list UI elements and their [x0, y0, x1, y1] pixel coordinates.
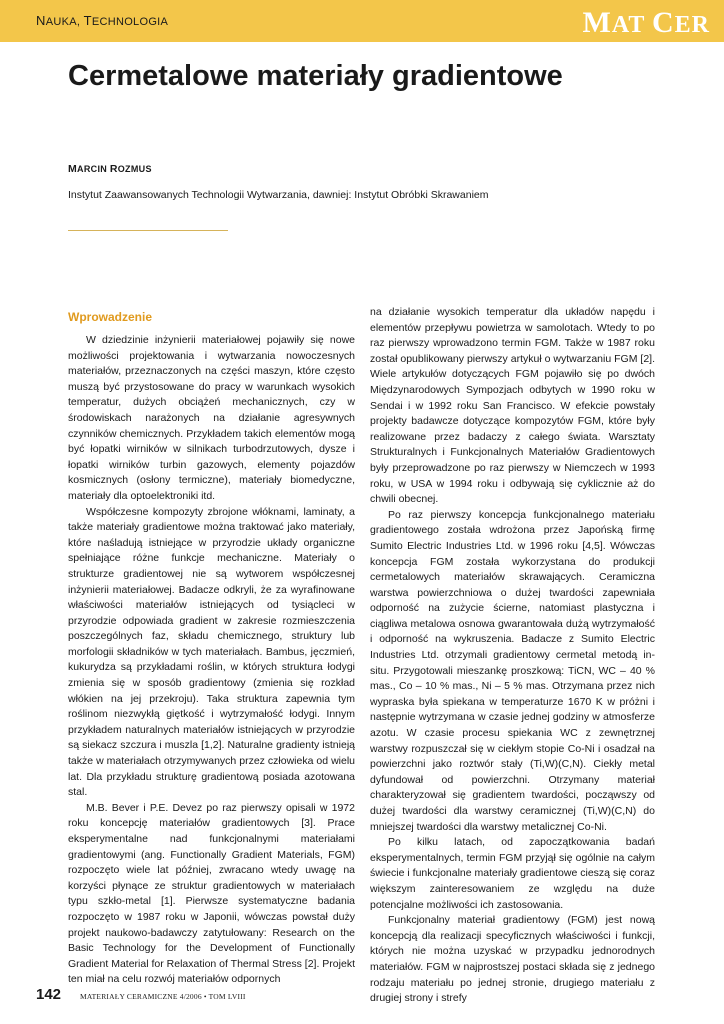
- header-bar: [0, 0, 724, 42]
- divider: [68, 230, 228, 231]
- section-label: [36, 13, 168, 28]
- author-name: [68, 163, 152, 175]
- journal-citation: MATERIAŁY CERAMICZNE 4/2006 • TOM LVIII: [80, 992, 246, 1001]
- section-heading: Wprowadzenie: [68, 310, 153, 324]
- paragraph: Po kilku latach, od zapoczątkowania badań eksperymentalnych, termin FGM przyjął się ogólnie na całym świecie i funkcjonalne materiały gradientowe cieszą się coraz większym zainteresowaniem ze względu na duże potencjalne możliwości ich zastosowania.: [370, 836, 655, 911]
- page-number: 142: [36, 986, 62, 1003]
- paragraph: M.B. Bever i P.E. Devez po raz pierwszy opisali w 1972 roku koncepcję materiałów gradientowych [3]. Prace eksperymentalne nad funkcjonalnymi materiałami gradientowymi (ang. Functionally Gradient Materials, FGM) rozpoczęto wiele lat później, zwracano wtedy uwagę na korzyści płynące ze struktur gradientowych w materiałach typu szkło-metal [1]. Pierwsze systematyczne badania rozpoczęto w 1987 roku w Japonii, wówczas powstał duży projekt naukowo-badawczy zatytułowany: Research on the Basic Technology for the Development of Functionally Gradient Material for Relaxation of Thermal Stress [2]. Projekt ten miał na celu rozwój materiałów odpornych: [68, 801, 355, 986]
- logo-letters-er: ER: [674, 12, 710, 38]
- paragraph: na działanie wysokich temperatur dla układów napędu i elementów przepływu powietrza w samolotach. Wtedy to po raz pierwszy wprowadzono termin FGM. Także w 1987 roku został opublikowany pierwszy artykuł o wytwarzaniu FGM [2]. Wiele artykułów dotyczących FGM pojawiło się po dwóch Międzynarodowych Sympozjach odbytych w 1990 roku w Sendai i w 1992 roku San Francisco. W efekcie powstały projekty badawcze dotyczące kompozytów FGM, które były realizowane przez badaczy z całego świata. Warsztaty Strukturalnych i Funkcjonalnych Materiałów Gradientowych były przeprowadzone po raz pierwszy w Niemczech w 1993 roku, w USA w 1994 roku i odbywają się cyklicznie aż do chwili obecnej.: [370, 306, 655, 506]
- right-column: [370, 305, 655, 1007]
- logo-letter-c: C: [651, 6, 675, 39]
- paragraph: Funkcjonalny materiał gradientowy (FGM) jest nową koncepcją dla realizacji specyficznych właściwości i funkcji, których nie można uzyskać w przypadku jednorodnych materiałów. FGM w najprostszej postaci składa się z jednego rodzaju materiału po jednej stronie, drugiego materiału z drugiej strony i strefy: [370, 914, 655, 1005]
- author-last-name: OZMUS: [117, 164, 152, 174]
- author-initial: M: [68, 163, 78, 175]
- left-column: [68, 333, 355, 988]
- author-first-name: ARCIN: [77, 164, 110, 174]
- author-initial-2: R: [109, 163, 118, 175]
- section-label-text-2: ECHNOLOGIA: [91, 16, 169, 28]
- paragraph: Po raz pierwszy koncepcja funkcjonalnego materiału gradientowego została wdrożona przez Japońską firmę Sumito Electric Industries Ltd. w 1996 roku [4,5]. Wówczas koncepcja FGM została wykorzystana do produkcji cermetalowych materiałów skrawających. Ceramiczna warstwa powierzchniowa o dużej twardości zapewniała odporność na zużycie ścierne, natomiast plastyczna i ciągliwa metalowa osnowa gwarantowała dużą wytrzymałość i odporność na wykruszenia. Badacze z Sumito Electric Industries Ltd. otrzymali gradientowy cermetal metodą in-situ. Przygotowali mieszankę proszkową: TiCN, WC – 40 % mas., Co – 10 % mas., Ni – 5 % mas. Otrzymana przez nich wypraska była spiekana w temperaturze 1670 K w próżni i następnie wytrzymana w czasie jednej godziny w atmosferze azotu. W czasie procesu spiekania WC z zewnętrznej warstwy rozpuszczał się w ciekłym stopie Co-Ni i osadzał na powierzchni jako roztwór stały (Ti,W)(C,N). Ciekły metal dyfundował od powierzchni. Otrzymany materiał charakteryzował się gradientem twardości, począwszy od dużej twardości dla warstwy ceramicznej (Ti,W)(C,N) do mniejszej twardości dla warstwy metalicznej Co-Ni.: [370, 508, 655, 833]
- section-label-initial: N: [36, 13, 46, 28]
- logo-letter-m: M: [582, 6, 612, 39]
- paragraph: W dziedzinie inżynierii materiałowej pojawiły się nowe możliwości projektowania i wytwarzania nowoczesnych materiałów, przeznaczonych na części maszyn, które często muszą być przystosowane do pracy w warunkach wysokich temperatur, dużych obciążeń mechanicznych, czy w środowiskach narażonych na działanie agresywnych czynników chemicznych. Przykładem takich elementów mogą być łopatki wirników w silnikach turbodrzutowych, dysze i łopatki wirników turbin gazowych, elementy pojazdów kosmicznych (osłony termiczne), materiały biomedyczne, materiały dla optoelektroniki itd.: [68, 334, 355, 502]
- paragraph: Współczesne kompozyty zbrojone włóknami, laminaty, a także materiały gradientowe można traktować jako materiały, które naśladują istniejące w przyrodzie układy organiczne spełniające różne funkcje mechaniczne. Materiały o strukturze gradientowej nie są wytworem współczesnej inżynierii materiałowej. Badacze odkryli, że za wyrafinowane właściwości materiałów istniejących od tysiącleci w przyrodzie odpowiada gradient w zakresie rozmieszczenia poszczególnych faz, składu chemicznego, struktury lub morfologii składników w tych materiałach. Bambus, jęczmień, kukurydza są przykładami roślin, w których struktura łodygi zmienia się w sposób gradientowy (zmienia się rozkład włókien na jej przekroju). Taka struktura zapewnia tym roślinom niezwykłą giętkość i wytrzymałość łodygi. Innym przykładem naturalnych materiałów istniejących w przyrodzie są siekacz szczura i muszla [1,2]. Naturalne gradienty istnieją także w materiałach otrzymywanych przez człowieka od wielu lat. Dla przykładu strukturę gradientową posiada azotowana stal.: [68, 505, 355, 799]
- journal-logo: [583, 6, 710, 40]
- logo-letters-at: AT: [611, 12, 645, 38]
- section-label-initial-2: T: [83, 13, 92, 28]
- section-label-text: AUKA,: [45, 16, 84, 28]
- author-affiliation: Instytut Zaawansowanych Technologii Wytwarzania, dawniej: Instytut Obróbki Skrawaniem: [68, 189, 489, 201]
- article-title: Cermetalowe materiały gradientowe: [68, 60, 563, 92]
